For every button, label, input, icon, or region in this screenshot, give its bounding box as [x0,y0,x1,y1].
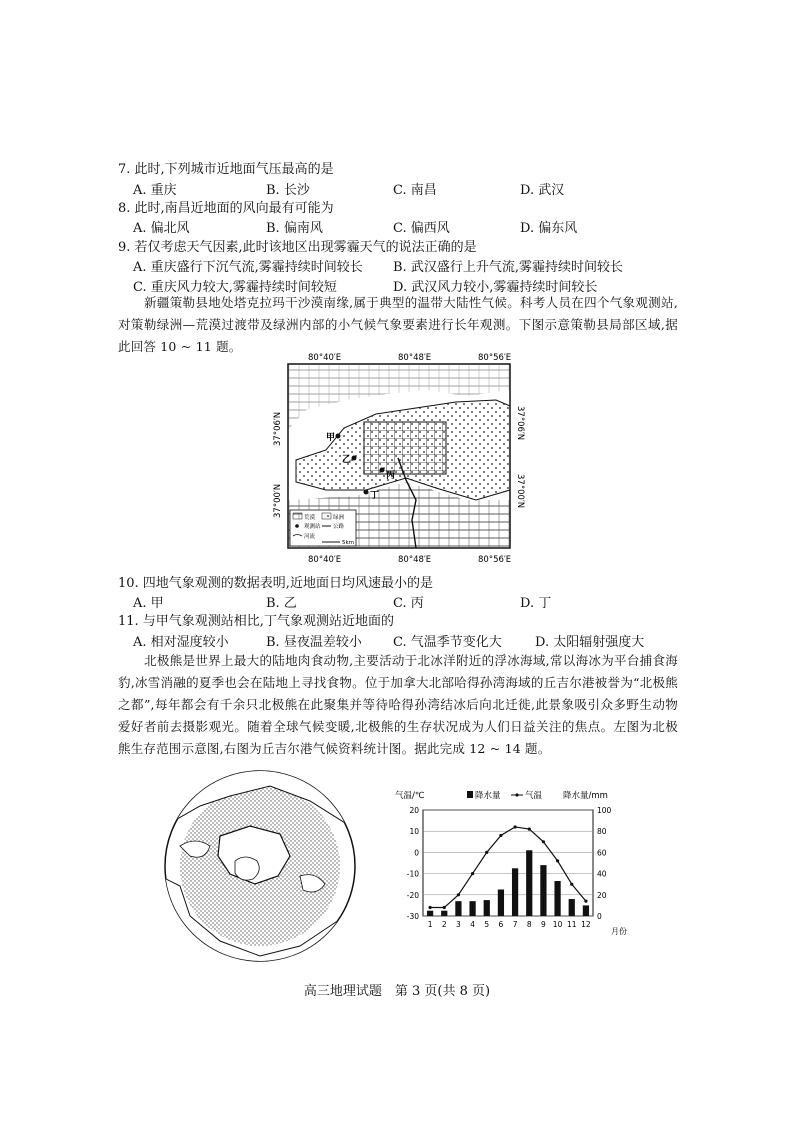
temperature-point [584,900,587,903]
y-tick-label: 0 [414,848,419,858]
question-9-stem: 9. 若仅考虑天气因素,此时该地区出现雾霾天气的说法正确的是 [118,240,477,255]
temperature-point [485,851,488,854]
precip-bar [484,900,490,916]
precip-bar [583,905,589,916]
x-tick-label: 12 [581,920,591,929]
x-tick-label: 1 [427,920,433,929]
x-tick-label: 7 [512,920,518,929]
question-9-option-d[interactable]: D. 武汉风力较小,雾霾持续时间较长 [393,280,598,295]
temperature-point [542,840,545,843]
question-9-option-c[interactable]: C. 重庆风力较大,雾霾持续时间较短 [133,280,337,295]
map-lon-label-3: 80°56′E [478,353,512,363]
precip-bar [469,901,475,916]
map-lon-label-2: 80°48′E [398,353,432,363]
legend-temp-label: 气温 [525,791,543,801]
precip-bar [441,911,447,916]
question-8-option-d[interactable]: D. 偏东风 [520,221,578,236]
map-lat-label-left-2: 37°00′N [273,483,283,518]
y2-tick-label: 80 [597,827,607,837]
legend-road: 公路 [333,524,345,530]
chart-frame [423,810,593,916]
legend-station: 观测站 [304,524,321,530]
temperature-point [528,827,531,830]
question-11-option-d[interactable]: D. 太阳辐射强度大 [535,635,645,650]
map-lon-label-1: 80°40′E [308,353,342,363]
precip-bar [569,899,575,916]
temperature-point [556,859,559,862]
question-8-option-b[interactable]: B. 偏南风 [266,221,323,236]
question-11-option-c[interactable]: C. 气温季节变化大 [393,635,502,650]
station-ding-label: 丁 [370,491,380,501]
precip-bar [512,868,518,916]
passage-polar-bear-text: 北极熊是世界上最大的陆地肉食动物,主要活动于北冰洋附近的浮冰海域,常以海冰为平台捕食海豹,冰雪消融的夏季也会在陆地上寻找食物。位于加拿大北部哈得孙湾海域的丘吉尔港被誉为“北极熊之都”,每年都会有千余只北极熊在此聚集并等待哈得孙湾结冰后向北迁徙,此景象吸引众多野生动物爱好者前去摄影观光。随着全球气候变暖,北极熊的生存状况成为人们日益关注的焦点。左图为北极熊生存范围示意图,右图为丘吉尔港气候资料统计图。据此完成 12 ~ 14 题。 [118,653,678,756]
temperature-point [443,906,446,909]
y-tick-label: -20 [406,890,419,900]
temperature-line [430,827,586,908]
legend-river: 河流 [304,534,316,540]
temperature-point [499,834,502,837]
question-11-option-a[interactable]: A. 相对湿度较小 [133,635,229,650]
precip-bar [427,911,433,916]
question-10-option-b[interactable]: B. 乙 [266,596,297,611]
question-9-option-b[interactable]: B. 武汉盛行上升气流,雾霾持续时间较长 [393,260,623,275]
chart-y-label: 气温/℃ [395,791,425,801]
map-lat-label-right-2: 37°00′N [515,474,525,509]
churchill-climate-chart [393,788,633,938]
cele-county-map [266,350,532,570]
chart-plot-area [407,806,612,929]
station-jia-label: 甲 [326,433,336,443]
question-7-option-a[interactable]: A. 重庆 [133,183,177,198]
chart-y2-label: 降水量/mm [563,791,608,801]
passage-cele-text: 新疆策勒县地处塔克拉玛干沙漠南缘,属于典型的温带大陆性气候。科考人员在四个气象观测站,对策勒绿洲—荒漠过渡带及绿洲内部的小气候气象要素进行长年观测。下图示意策勒县局部区域,据此回答 10 ~ 11 题。 [118,295,678,354]
precip-bar [554,881,560,916]
map-lat-label-left-1: 37°06′N [273,411,283,446]
y2-tick-label: 100 [597,806,612,815]
y-tick-label: 20 [409,806,419,815]
question-7-option-d[interactable]: D. 武汉 [520,183,565,198]
x-tick-label: 6 [498,920,504,929]
temperature-point [428,906,431,909]
temperature-point [513,825,516,828]
legend-oasis: 绿洲 [333,515,345,521]
x-tick-label: 4 [470,920,475,929]
x-tick-label: 9 [541,920,546,929]
station-ding-marker [364,490,369,495]
question-11-stem: 11. 与甲气象观测站相比,丁气象观测站近地面的 [118,614,394,629]
y2-tick-label: 40 [597,869,607,879]
map-lat-label-right-1: 37°06′N [515,406,525,441]
x-tick-label: 10 [552,920,563,929]
map-lon-label-bottom-2: 80°48′E [398,555,432,565]
station-bing-marker [380,468,385,473]
question-11-option-b[interactable]: B. 昼夜温差较小 [266,635,362,650]
question-10-option-d[interactable]: D. 丁 [520,596,552,611]
legend-bar-swatch [467,791,473,798]
y2-tick-label: 60 [597,848,607,858]
map-farmland [364,422,446,474]
question-10-option-c[interactable]: C. 丙 [393,596,424,611]
chart-x-label: 月份 [611,927,627,936]
y2-tick-label: 0 [597,912,602,921]
map-lon-label-bottom-1: 80°40′E [308,555,342,565]
arctic-polar-bear-range-map [160,766,360,966]
x-tick-label: 8 [526,920,532,929]
question-7-stem: 7. 此时,下列城市近地面气压最高的是 [118,162,334,177]
question-10-stem: 10. 四地气象观测的数据表明,近地面日均风速最小的是 [118,576,433,591]
question-7-option-c[interactable]: C. 南昌 [393,183,437,198]
passage-cele-county [118,292,678,358]
y-tick-label: -30 [406,912,419,921]
temperature-point [570,883,573,886]
station-jia-marker [336,434,341,439]
station-bing-label: 丙 [386,471,396,481]
x-tick-label: 2 [441,920,447,929]
map-scale: 5km [342,540,355,546]
x-tick-label: 3 [456,920,461,929]
passage-polar-bear [118,650,678,760]
precip-bar [540,865,546,916]
legend-precip-label: 降水量 [475,791,501,801]
question-8-stem: 8. 此时,南昌近地面的风向最有可能为 [118,201,334,216]
page-footer: 高三地理试题 第 3 页(共 8 页) [303,984,491,999]
x-tick-label: 11 [566,920,577,929]
y-tick-label: -10 [406,869,419,879]
station-yi-label: 乙 [342,455,352,465]
y-tick-label: 10 [409,827,419,837]
question-7-option-b[interactable]: B. 长沙 [266,183,310,198]
x-tick-label: 5 [484,920,490,929]
question-9-option-a[interactable]: A. 重庆盛行下沉气流,雾霾持续时间较长 [133,260,363,275]
station-yi-marker [352,456,357,461]
precip-bar [526,850,532,916]
map-lon-label-bottom-3: 80°56′E [478,555,512,565]
question-8-option-c[interactable]: C. 偏西风 [393,221,450,236]
precip-bar [498,890,504,917]
legend-desert: 荒漠 [304,515,316,521]
temperature-point [471,872,474,875]
ice-cap [235,857,259,880]
question-8-option-a[interactable]: A. 偏北风 [133,221,190,236]
precip-bar [455,901,461,916]
question-10-option-a[interactable]: A. 甲 [133,596,164,611]
y2-tick-label: 20 [597,890,607,900]
temperature-point [457,893,460,896]
